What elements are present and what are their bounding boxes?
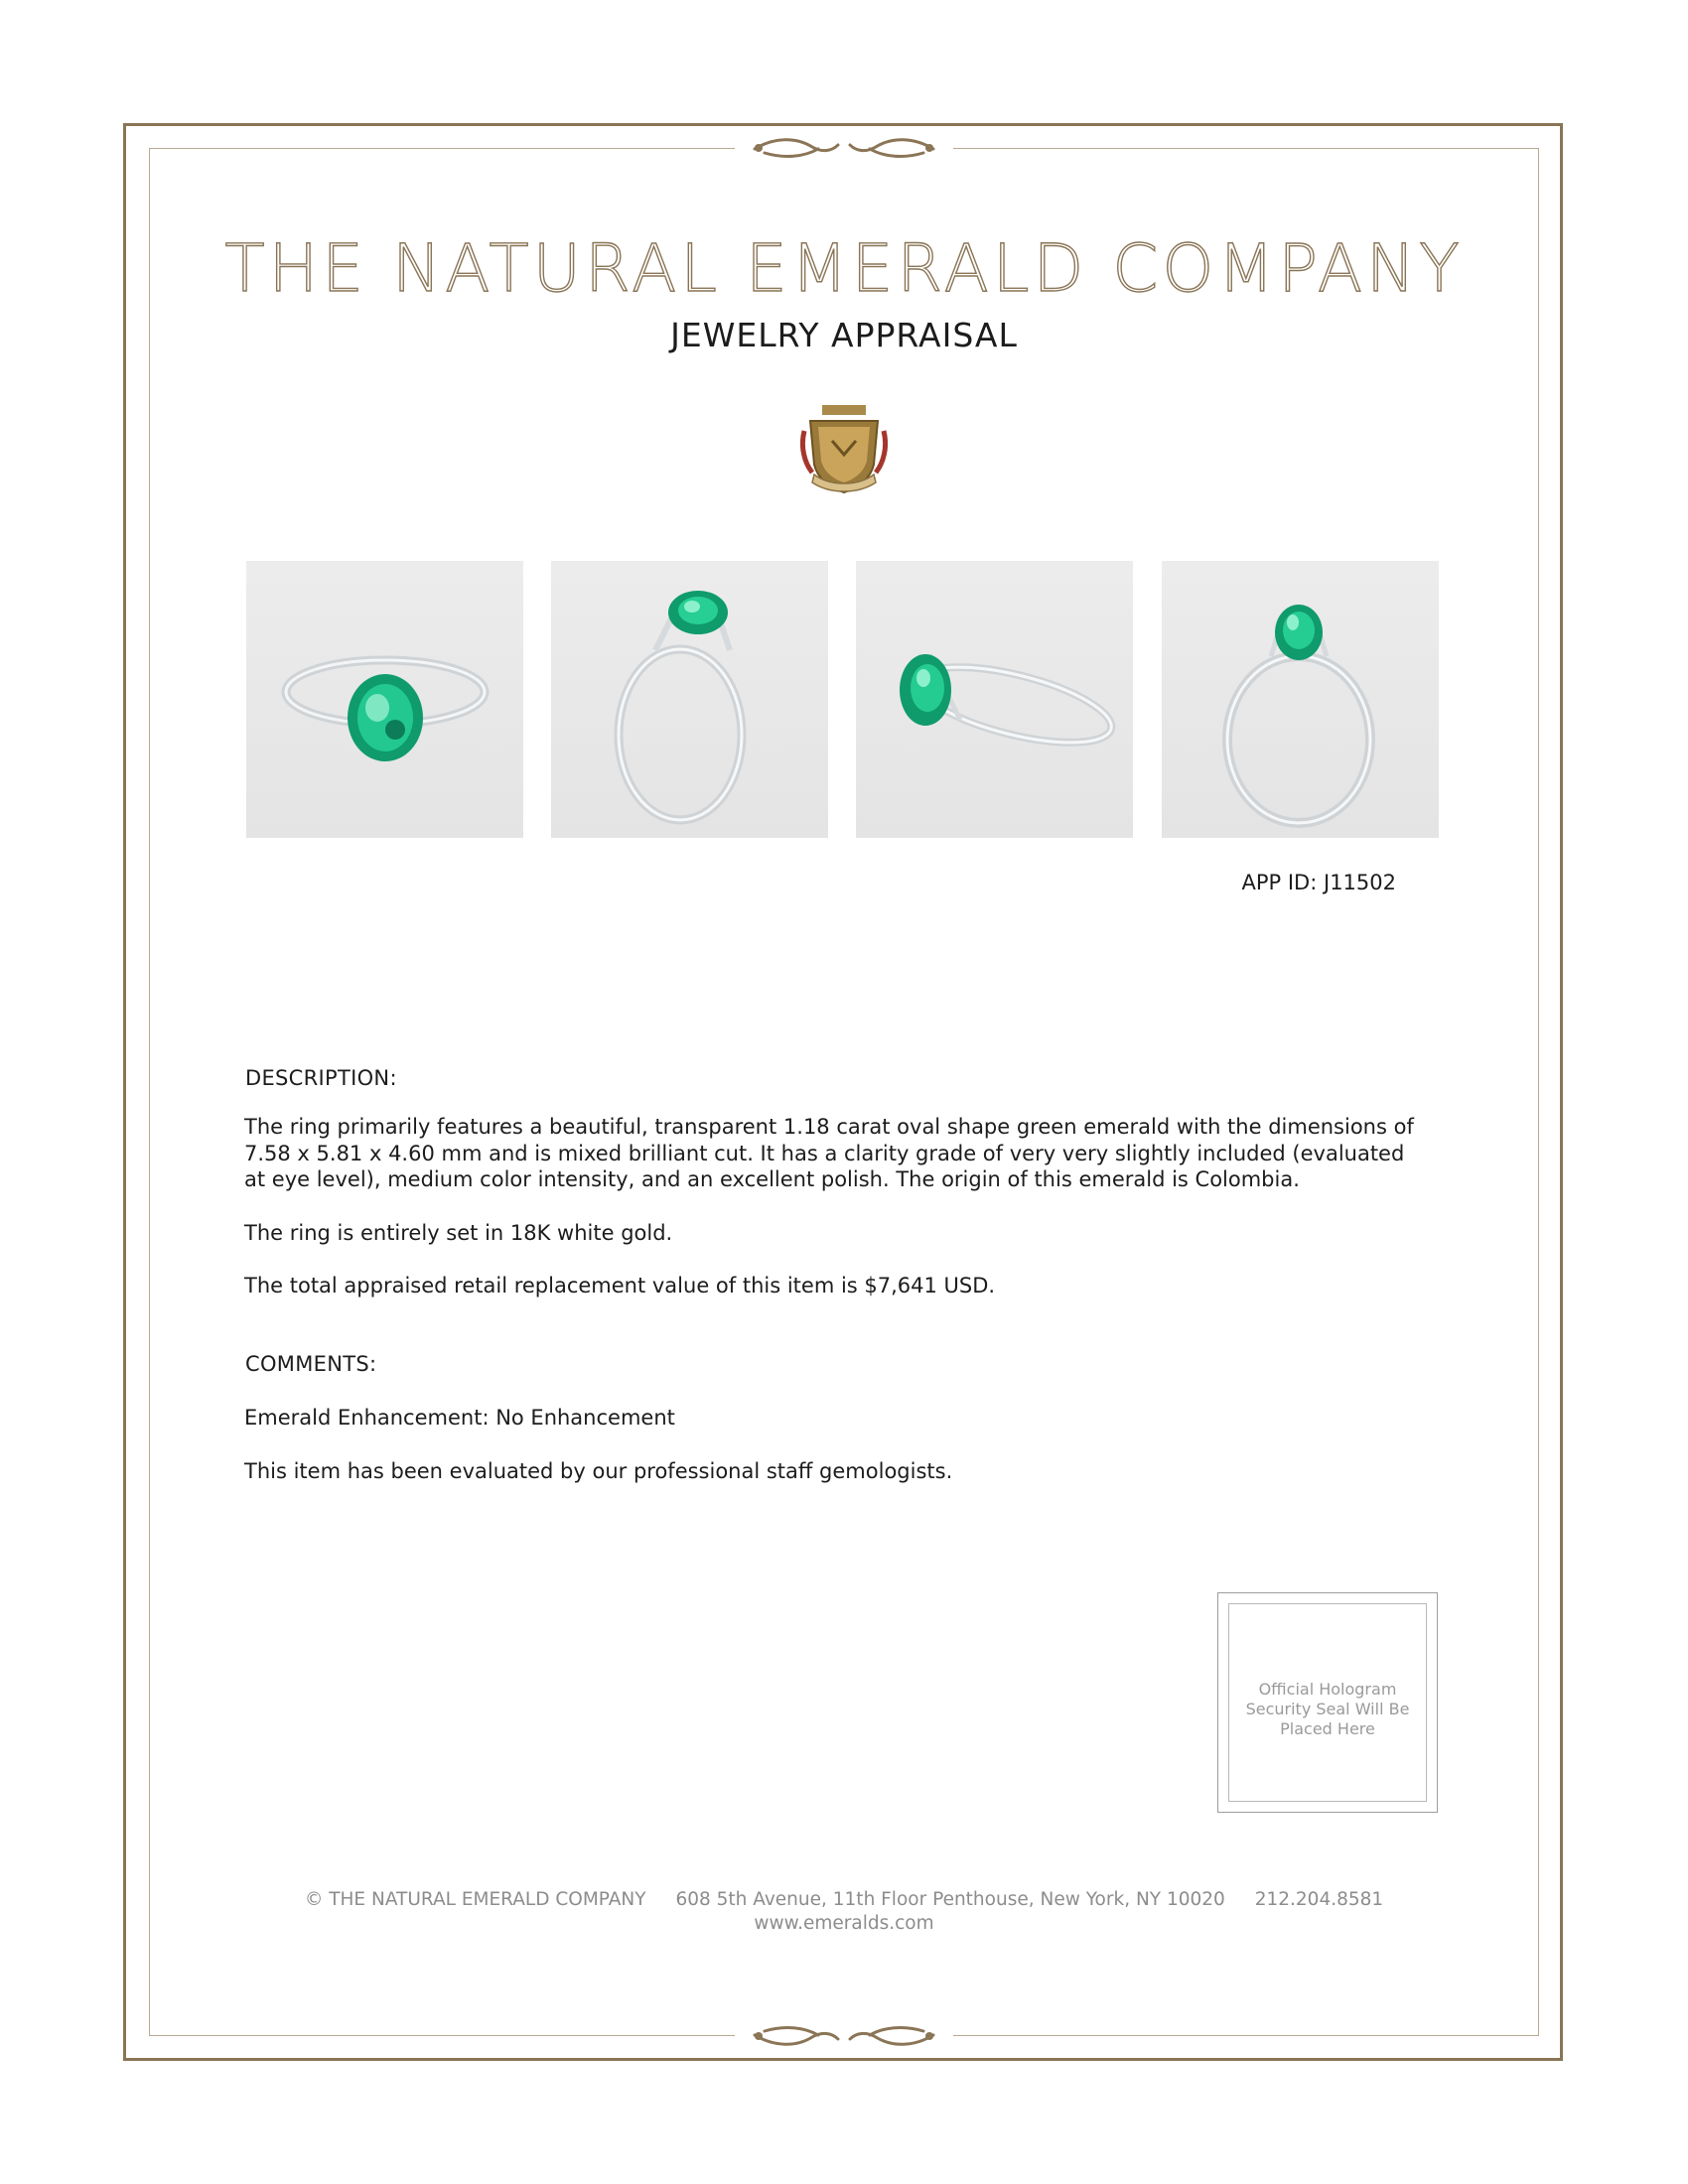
top-ornament-icon — [735, 131, 953, 165]
company-crest-logo — [800, 401, 888, 496]
ring-photo-side-angle — [551, 561, 828, 838]
description-paragraph-2: The ring is entirely set in 18K white gold. — [244, 1221, 673, 1245]
appraised-value-paragraph: The total appraised retail replacement value of this item is $7,641 USD. — [244, 1274, 996, 1297]
ring-photo-front-view — [1162, 561, 1439, 838]
footer-contact-line — [149, 1889, 1539, 1910]
footer-website: www.emeralds.com — [754, 1913, 934, 1934]
description-paragraph-1: The ring primarily features a beautiful, transparent 1.18 carat oval shape green emerald with the dimensions of 7.58 x 5.81 x 4.60 mm and is mixed brilliant cut. It has a clarity grade of very very slightly included (evaluated at eye level), medium color intensity, and an excellent polish. The origin of this emerald is Colombia. — [244, 1115, 1414, 1191]
evaluation-note: This item has been evaluated by our professional staff gemologists. — [244, 1459, 953, 1483]
footer-address: 608 5th Avenue, 11th Floor Penthouse, New York, NY 10020 — [675, 1889, 1225, 1910]
comments-heading: COMMENTS: — [245, 1352, 377, 1376]
app-id-value: J11502 — [1324, 871, 1396, 894]
seal-text: Official Hologram Security Seal Will Be Placed Here — [1245, 1680, 1410, 1738]
emerald-enhancement: Emerald Enhancement: No Enhancement — [244, 1406, 675, 1430]
app-id — [1152, 871, 1396, 894]
ring-photo-profile — [856, 561, 1133, 838]
app-id-label: APP ID: — [1241, 871, 1318, 894]
footer-copyright: © THE NATURAL EMERALD COMPANY — [304, 1889, 646, 1910]
description-heading: DESCRIPTION: — [245, 1066, 397, 1090]
hologram-seal-placeholder — [1217, 1592, 1438, 1813]
ring-top-view-image — [246, 561, 523, 838]
bottom-ornament-icon — [735, 2019, 953, 2053]
ring-front-view-image — [1162, 561, 1439, 838]
ring-side-angle-image — [551, 561, 828, 838]
document-title: JEWELRY APPRAISAL — [670, 316, 1018, 354]
seal-inner-border — [1228, 1603, 1427, 1802]
ring-profile-view-image — [856, 561, 1133, 838]
footer-phone: 212.204.8581 — [1254, 1889, 1384, 1910]
company-name: THE NATURAL EMERALD COMPANY — [224, 230, 1464, 307]
ring-photo-top-view — [246, 561, 523, 838]
